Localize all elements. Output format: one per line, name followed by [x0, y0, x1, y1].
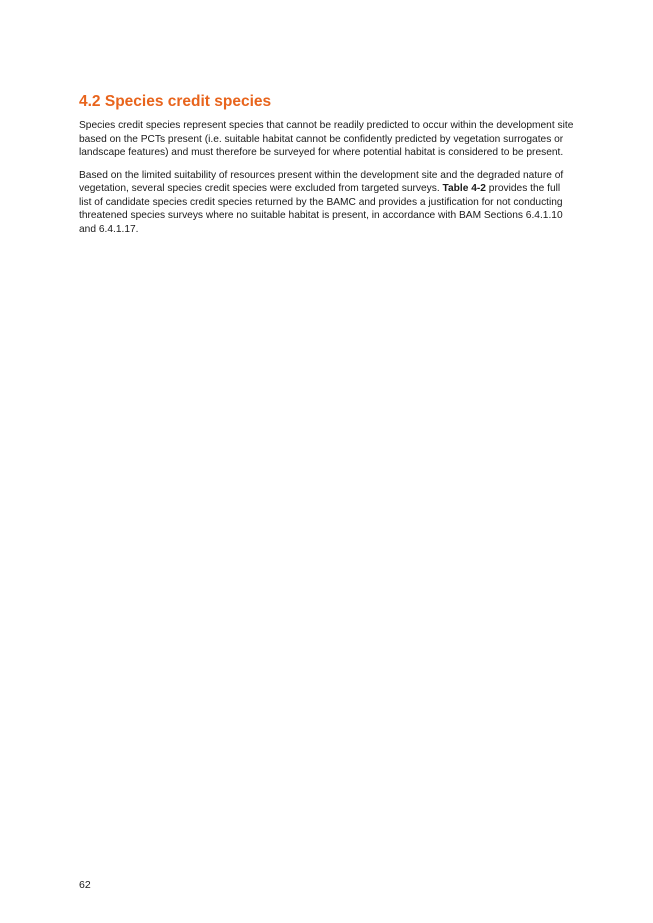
paragraph-excluded-species: [79, 169, 574, 237]
table-reference: Table 4-2: [442, 183, 486, 194]
page-number: 62: [79, 879, 91, 891]
section-heading: 4.2 Species credit species: [79, 93, 272, 110]
paragraph-text-after-ref: provides the full list of candidate species credit species returned by the BAMC and provides a justification for not conducting threatened species surveys where no suitable habitat is present, in accordance with BAM Sections 6.4.1.10 and 6.4.1.17.: [79, 183, 563, 235]
paragraph-text-before-ref: Based on the limited suitability of resources present within the development site and the degraded nature of vegetation, several species credit species were excluded from targeted surveys.: [79, 169, 564, 194]
paragraph-species-credit-definition: Species credit species represent species that cannot be readily predicted to occur within the development site based on the PCTs present (i.e. suitable habitat cannot be confidently predicted by vegetation surrogates or landscape features) and must therefore be surveyed for where potential habitat is considered to be present.: [79, 120, 574, 158]
section-content: [79, 92, 574, 245]
